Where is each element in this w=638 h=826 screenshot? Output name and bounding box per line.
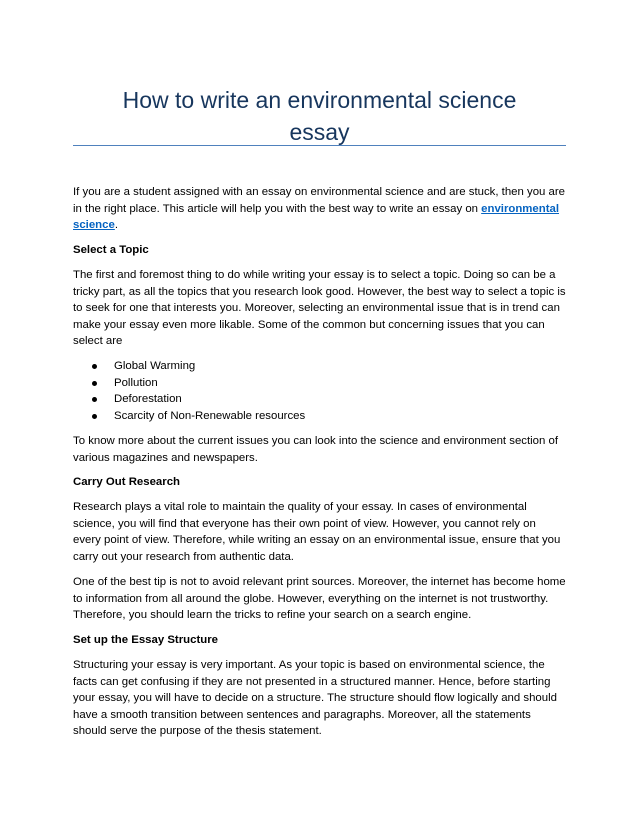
bullet-icon — [92, 381, 97, 386]
structure-paragraph: Structuring your essay is very important. As your topic is based on environmental science, the facts can get confusing if they are not presented in a structured manner. Hence, before starting your essay, you will have to decide on a structure. The structure should flow logically and should have a smooth transition between sentences and paragraphs. Moreover, all the statements should serve the purpose of the thesis statement. — [73, 658, 557, 738]
page-title-line-2: essay — [289, 119, 350, 145]
bullet-icon — [92, 397, 97, 402]
intro-text: If you are a student assigned with an essay on environmental science and are stuck, then you are in the right place. This article will help you with the best way to write an essay on — [73, 186, 565, 215]
intro-paragraph — [73, 184, 566, 234]
list-item — [73, 358, 566, 375]
list-item — [73, 375, 566, 392]
topic-paragraph: The first and foremost thing to do while writing your essay is to select a topic. Doing so can be a tricky part, as all the topics that you research look good. However, the best way to select a topic is to seek for one that interests you. Moreover, selecting an environmental issue that is in trend can make your essay even more likable. Some of the common but concerning issues that you can select are — [73, 268, 566, 348]
list-item — [73, 391, 566, 408]
page-title — [73, 84, 566, 148]
environmental-science-link[interactable]: environmental science — [73, 202, 560, 232]
section-heading-essay-structure: Set up the Essay Structure — [73, 634, 218, 647]
issues-list — [73, 358, 566, 424]
document-body — [73, 184, 566, 748]
bullet-icon — [92, 364, 97, 369]
current-issues-paragraph: To know more about the current issues you can look into the science and environment section of various magazines and newspapers. — [73, 434, 559, 464]
list-item — [73, 408, 566, 425]
list-item-text: Scarcity of Non-Renewable resources — [114, 410, 306, 423]
research-paragraph-1: Research plays a vital role to maintain the quality of your essay. In cases of environmental science, you will find that everyone has their own point of view. However, you cannot rely on every point of view. Therefore, while writing an essay on an environmental issue, ensure that you carry out your research from authentic data. — [73, 501, 561, 564]
list-item-text: Global Warming — [114, 360, 196, 373]
list-item-text: Deforestation — [114, 393, 182, 406]
list-item-text: Pollution — [114, 376, 158, 389]
section-heading-carry-out-research: Carry Out Research — [73, 476, 180, 489]
page-title-line-1: How to write an environmental science — [122, 87, 517, 113]
section-heading-select-topic: Select a Topic — [73, 244, 149, 257]
research-paragraph-2: One of the best tip is not to avoid relevant print sources. Moreover, the internet has become home to information from all around the globe. However, everything on the internet is not trustworthy. Therefore, you should learn the tricks to refine your search on a search engine. — [73, 575, 566, 622]
bullet-icon — [92, 414, 97, 419]
intro-text-end: . — [114, 219, 118, 232]
title-divider — [73, 145, 566, 146]
